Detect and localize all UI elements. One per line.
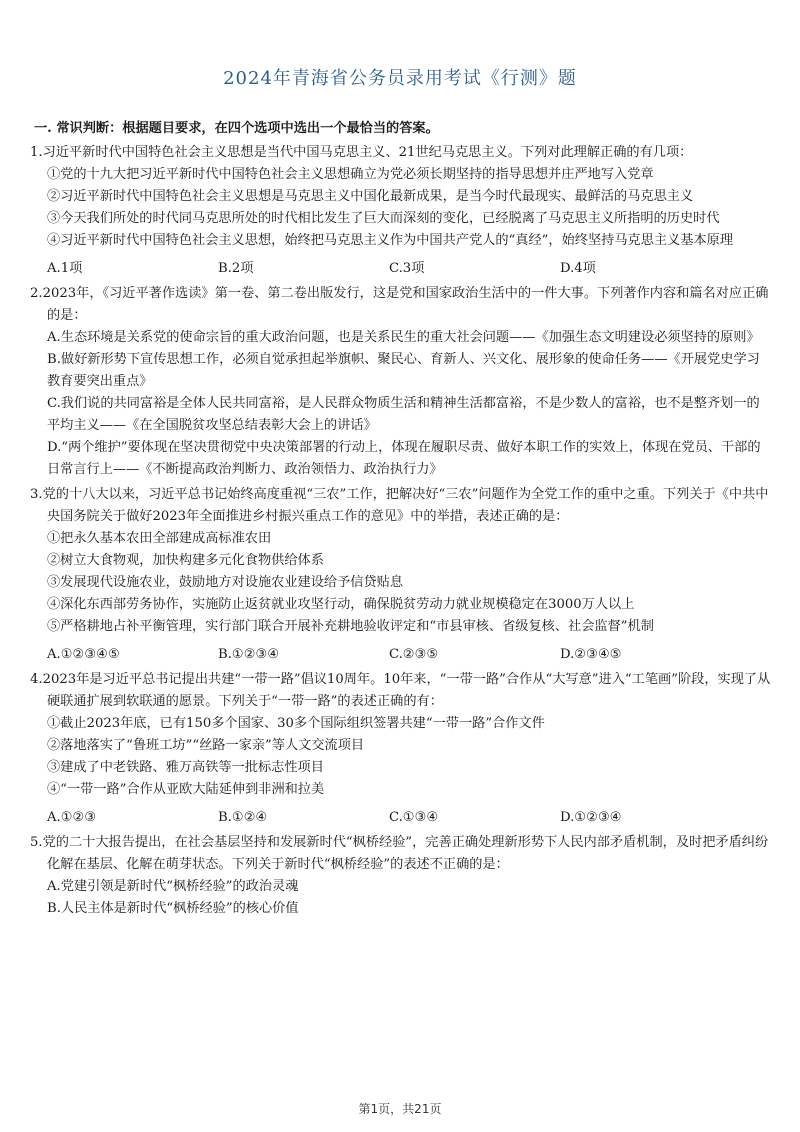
question-item: A.党建引领是新时代“枫桥经验”的政治灵魂 [47, 879, 299, 894]
question-stem: 3.党的十八大以来，习近平总书记始终高度重视“三农”工作，把解决好“三农”问题作为全党工作的重中之重。下列关于《中共中央国务院关于做好2023年全面推进乡村振兴重点工作的意见》中的举措，表述正确的是： [30, 487, 769, 524]
question-item: ②落地落实了“鲁班工坊”“丝路一家亲”等人文交流项目 [47, 738, 365, 753]
question-stem: 4.2023年是习近平总书记提出共建“一带一路”倡议10周年。10年来，“一带一路”合作从“大写意”进入“工笔画”阶段，实现了从硬联通扩展到软联通的愿景。下列关于“一带一路”的表述正确的有： [30, 672, 771, 709]
question-stem: 5.党的二十大报告提出，在社会基层坚持和发展新时代“枫桥经验”，完善正确处理新形势下人民内部矛盾机制，及时把矛盾纠纷化解在基层、化解在萌芽状态。下列关于新时代“枫桥经验”的表述不正确的是： [30, 835, 769, 872]
page-content [30, 118, 772, 923]
question-item: A.生态环境是关系党的使命宗旨的重大政治问题，也是关系民生的重大社会问题——《加强生态文明建设必须坚持的原则》 [47, 330, 760, 345]
answer-choice: B.①②③④ [218, 647, 280, 662]
answer-choice: C.3项 [389, 261, 425, 276]
question-item: ③建成了中老铁路、雅万高铁等一批标志性项目 [47, 760, 324, 775]
question-list [30, 142, 772, 920]
answer-choice: B.①②④ [218, 810, 268, 825]
answer-choice: A.①②③④⑤ [47, 647, 120, 662]
question-item: ④深化东西部劳务协作，实施防止返贫就业攻坚行动，确保脱贫劳动力就业规模稳定在3000万人以上 [47, 597, 635, 612]
question-3 [30, 484, 772, 666]
question-item: D.“两个维护”要体现在坚决贯彻党中央决策部署的行动上，体现在履职尽责、做好本职工作的实效上，体现在党员、干部的日常言行上——《不断提高政治判断力、政治领悟力、政治执行力》 [47, 440, 761, 477]
answer-choice: D.②③④⑤ [560, 647, 622, 662]
answer-choices [30, 258, 772, 280]
question-stem: 1.习近平新时代中国特色社会主义思想是当代中国马克思主义、21世纪马克思主义。下列对此理解正确的有几项： [30, 145, 693, 160]
question-5 [30, 832, 772, 920]
page-title: 2024年青海省公务员录用考试《行测》题 [223, 68, 577, 89]
question-item: ③发展现代设施农业，鼓励地方对设施农业建设给予信贷贴息 [47, 575, 404, 590]
question-item: ④习近平新时代中国特色社会主义思想，始终把马克思主义作为中国共产党人的“真经”，始终坚持马克思主义基本原理 [47, 233, 734, 248]
answer-choice: B.2项 [218, 261, 254, 276]
question-item: B.做好新形势下宣传思想工作，必须自觉承担起举旗帜、聚民心、育新人、兴文化、展形象的使命任务——《开展党史学习教育要突出重点》 [47, 352, 760, 389]
question-item: ⑤严格耕地占补平衡管理，实行部门联合开展补充耕地验收评定和“市县审核、省级复核、社会监督”机制 [47, 619, 654, 634]
question-4 [30, 669, 772, 829]
question-item: C.我们说的共同富裕是全体人民共同富裕，是人民群众物质生活和精神生活都富裕，不是少数人的富裕，也不是整齐划一的平均主义——《在全国脱贫攻坚总结表彰大会上的讲话》 [47, 396, 760, 433]
question-item: ①截止2023年底，已有150多个国家、30多个国际组织签署共建“一带一路”合作文件 [47, 716, 545, 731]
answer-choice: A.①②③ [47, 810, 97, 825]
answer-choice: D.①②③④ [560, 810, 622, 825]
question-1 [30, 142, 772, 280]
answer-choice: D.4项 [560, 261, 596, 276]
question-item: ③今天我们所处的时代同马克思所处的时代相比发生了巨大而深刻的变化，已经脱离了马克思主义所指明的历史时代 [47, 211, 720, 226]
answer-choices [30, 644, 772, 666]
answer-choices [30, 807, 772, 829]
question-item: ②树立大食物观，加快构建多元化食物供给体系 [47, 553, 324, 568]
question-item: ①把永久基本农田全部建成高标准农田 [47, 531, 272, 546]
answer-choice: C.②③⑤ [389, 647, 439, 662]
question-item: ②习近平新时代中国特色社会主义思想是马克思主义中国化最新成果，是当今时代最现实、最鲜活的马克思主义 [47, 189, 694, 204]
answer-choice: C.①③④ [389, 810, 439, 825]
question-item: B.人民主体是新时代“枫桥经验”的核心价值 [47, 901, 299, 916]
section-heading: 一. 常识判断：根据题目要求，在四个选项中选出一个最恰当的答案。 [34, 121, 439, 136]
answer-choice: A.1项 [47, 261, 83, 276]
question-item: ①党的十九大把习近平新时代中国特色社会主义思想确立为党必须长期坚持的指导思想并庄严地写入党章 [47, 167, 654, 182]
page-footer: 第1页，共21页 [358, 1102, 442, 1116]
question-2 [30, 283, 772, 481]
question-stem: 2.2023年，《习近平著作选读》第一卷、第二卷出版发行，这是党和国家政治生活中的一件大事。下列著作内容和篇名对应正确的是： [30, 286, 769, 323]
question-item: ④“一带一路”合作从亚欧大陆延伸到非洲和拉美 [47, 782, 325, 797]
